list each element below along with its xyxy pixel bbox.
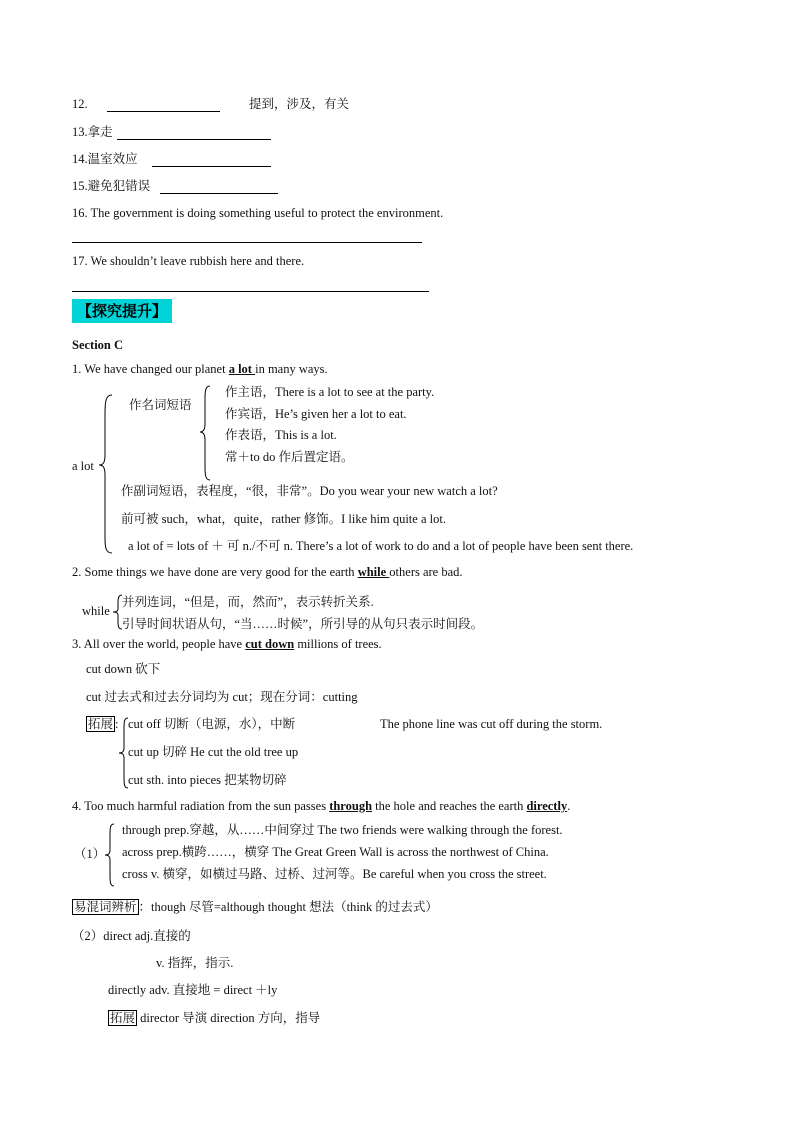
section-title: Section C <box>72 338 124 352</box>
item-16-blank[interactable] <box>72 242 422 243</box>
item-15-label: 15.避免犯错误 <box>72 179 151 193</box>
a-lot-root-label: a lot <box>72 459 94 473</box>
noun-phrase-label: 作名词短语 <box>129 398 192 412</box>
cross-meaning: cross v. 横穿，如横过马路、过桥、过河等。Be careful when you cross the street. <box>122 867 547 881</box>
across-meaning: across prep.横跨……，横穿 The Great Green Wall is across the northwest of China. <box>122 845 549 859</box>
cut-forms: cut 过去式和过去分词均为 cut；现在分词：cutting <box>86 690 358 704</box>
confusing-words-text: ：though 尽管=although thought 想法（think 的过去式） <box>138 900 438 914</box>
item-16-sentence: 16. The government is doing something useful to protect the environment. <box>72 206 444 220</box>
point-3-keyword: cut down <box>245 637 295 651</box>
item-12-meaning: 提到，涉及，有关 <box>249 97 350 111</box>
a-lot-modifiers: 前可被 such，what，quite，rather 修饰。I like him quite a lot. <box>121 512 446 526</box>
while-meaning-1: 并列连词，“但是，而，然而”，表示转折关系. <box>122 595 374 609</box>
point-4-mid: the hole and reaches the earth <box>372 799 527 813</box>
confusing-words-label: 易混词辨析 <box>74 900 137 914</box>
point-4-sentence <box>72 798 570 814</box>
direct-extension-text: director 导演 direction 方向，指导 <box>137 1011 321 1025</box>
through-across-brace <box>104 822 116 888</box>
point-4-keyword-through: through <box>329 799 373 813</box>
direct-extension-label: 拓展 <box>110 1011 136 1025</box>
a-lot-predicative-use: 作表语，This is a lot. <box>225 428 337 442</box>
a-lot-of-usage: a lot of = lots of ＋ 可 n./不可 n. There’s a lot of work to do and a lot of people have been sent there. <box>128 539 634 553</box>
direct-verb-meaning: v. 指挥，指示. <box>156 956 234 970</box>
direct-adj-meaning: （2）direct adj.直接的 <box>72 929 191 943</box>
while-meaning-2: 引导时间状语从句，“当……时候”，所引导的从句只表示时间段。 <box>122 617 484 631</box>
cut-into-pieces-meaning: cut sth. into pieces 把某物切碎 <box>128 773 287 787</box>
item-12-number: 12. <box>72 97 88 111</box>
subpoint-1-number: （1） <box>74 847 106 861</box>
noun-phrase-brace <box>199 384 213 482</box>
a-lot-todo-use: 常＋to do 作后置定语。 <box>225 450 354 464</box>
point-4-pre: 4. Too much harmful radiation from the sun passes <box>72 799 330 813</box>
confusing-words-note <box>72 899 438 915</box>
point-2-sentence <box>72 564 463 580</box>
point-1-pre: 1. We have changed our planet <box>72 362 229 376</box>
cut-off-meaning: cut off 切断（电源，水），中断 <box>128 717 296 731</box>
item-14-blank[interactable] <box>152 166 271 167</box>
item-13-blank[interactable] <box>117 139 271 140</box>
point-2-keyword: while <box>357 565 390 579</box>
point-2-pre: 2. Some things we have done are very good for the earth <box>72 565 358 579</box>
point-1-post: in many ways. <box>255 362 328 376</box>
a-lot-object-use: 作宾语，He’s given her a lot to eat. <box>225 407 407 421</box>
point-3-post: millions of trees. <box>294 637 382 651</box>
item-17-sentence: 17. We shouldn’t leave rubbish here and there. <box>72 254 305 268</box>
point-4-keyword-directly: directly <box>526 799 568 813</box>
item-17-blank[interactable] <box>72 291 429 292</box>
point-4-post: . <box>567 799 571 813</box>
item-12-blank[interactable] <box>107 111 220 112</box>
point-3-pre: 3. All over the world, people have <box>72 637 246 651</box>
item-14-label: 14.温室效应 <box>72 152 138 166</box>
directly-meaning: directly adv. 直接地 = direct ＋ly <box>108 983 278 997</box>
a-lot-subject-use: 作主语，There is a lot to see at the party. <box>225 385 435 399</box>
a-lot-brace <box>98 393 118 555</box>
point-1-keyword: a lot <box>228 362 256 376</box>
while-root-label: while <box>82 604 110 618</box>
item-13-label: 13.拿走 <box>72 125 113 139</box>
point-2-post: others are bad. <box>389 565 463 579</box>
cut-up-meaning: cut up 切碎 He cut the old tree up <box>128 745 299 759</box>
point-1-sentence <box>72 361 328 377</box>
a-lot-adverb-use: 作副词短语，表程度，“很，非常”。Do you wear your new watch a lot? <box>121 484 498 498</box>
section-banner: 【探究提升】 <box>72 299 172 323</box>
cut-off-example: The phone line was cut off during the storm. <box>380 717 603 731</box>
item-15-blank[interactable] <box>160 193 278 194</box>
cut-extension-label: 拓展 : <box>88 717 119 731</box>
direct-extension-note <box>108 1010 320 1026</box>
cut-down-meaning: cut down 砍下 <box>86 662 161 676</box>
through-meaning: through prep.穿越，从……中间穿过 The two friends were walking through the forest. <box>122 823 563 837</box>
point-3-sentence <box>72 636 382 652</box>
